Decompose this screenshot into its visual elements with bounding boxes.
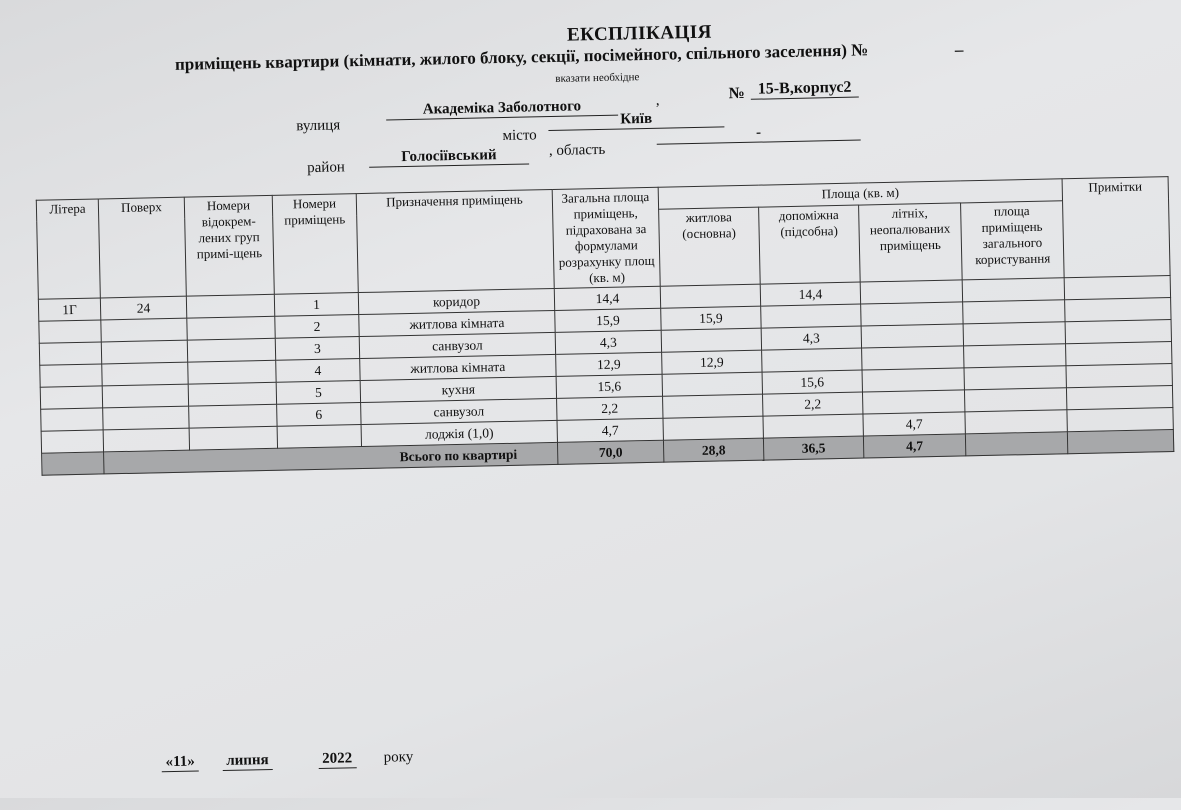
header-rooms: Номери приміщень <box>272 194 358 295</box>
cell-total: 12,9 <box>556 352 662 376</box>
cell-floor <box>102 362 188 386</box>
cell-aux: 15,6 <box>762 370 862 394</box>
date-year: 2022 <box>318 750 356 769</box>
cell-living: 12,9 <box>662 350 762 374</box>
cell-floor <box>101 318 187 342</box>
cell-num: 4 <box>276 359 360 383</box>
cell-litera <box>41 430 103 453</box>
number-label: № <box>728 84 745 103</box>
cell-total: 2,2 <box>557 396 663 420</box>
cell-total: 15,6 <box>556 374 662 398</box>
cell-aux: 4,3 <box>761 326 861 350</box>
cell-group <box>189 426 277 450</box>
cell-total: 14,4 <box>554 286 660 310</box>
cell-notes <box>1065 320 1171 344</box>
cell-living: 15,9 <box>661 306 761 330</box>
cell-common <box>964 366 1066 390</box>
cell-living <box>662 372 762 396</box>
number-value: 15-В,корпус2 <box>750 79 858 100</box>
cell-notes <box>1064 276 1170 300</box>
cell-common <box>963 322 1065 346</box>
explication-table <box>36 176 1175 476</box>
cell-num: 1 <box>274 293 358 317</box>
cell-notes <box>1066 342 1172 366</box>
district-label: район <box>307 159 346 177</box>
header-litera: Літера <box>36 199 100 299</box>
cell-living <box>663 416 763 440</box>
date-day: «11» <box>161 754 199 773</box>
total-living: 28,8 <box>663 438 763 462</box>
oblast-value: - <box>656 123 860 145</box>
document-subtitle: приміщень квартири (кімнати, жилого блоку, секції, посімейного, спільного заселення) № <box>174 40 869 74</box>
cell-floor <box>101 340 187 364</box>
date-suffix: року <box>383 749 414 766</box>
cell-num: 2 <box>275 315 359 339</box>
cell-aux <box>761 304 861 328</box>
cell-group <box>187 338 275 362</box>
cell-floor <box>103 428 189 452</box>
cell-common <box>964 344 1066 368</box>
cell-common <box>962 278 1064 302</box>
cell-purpose: санвузол <box>359 332 555 358</box>
hint-text: вказати необхідне <box>555 71 640 85</box>
cell-purpose: житлова кімната <box>359 310 555 336</box>
cell-notes <box>1066 364 1172 388</box>
cell-common <box>964 388 1066 412</box>
cell-summer <box>861 324 963 348</box>
cell-aux <box>762 348 862 372</box>
cell-group <box>186 294 274 318</box>
cell-litera <box>39 320 101 343</box>
cell-purpose: кухня <box>360 376 556 402</box>
city-value: Київ <box>548 109 724 131</box>
header-notes: Примітки <box>1062 177 1170 278</box>
cell-group <box>188 382 276 406</box>
cell-group <box>188 360 276 384</box>
cell-summer <box>862 368 964 392</box>
date-month: липня <box>222 752 273 771</box>
cell-aux: 2,2 <box>763 392 863 416</box>
cell-purpose: коридор <box>358 288 554 314</box>
cell-summer <box>862 390 964 414</box>
cell-group <box>189 404 277 428</box>
cell-aux: 14,4 <box>760 282 860 306</box>
header-common: площа приміщень загального користування <box>961 201 1065 280</box>
cell-purpose: лоджія (1,0) <box>361 420 557 446</box>
total-aux: 36,5 <box>763 436 863 460</box>
cell-litera <box>40 386 102 409</box>
cell-common <box>965 410 1067 434</box>
cell-floor <box>102 384 188 408</box>
street-value: Академіка Заболотного <box>386 98 618 121</box>
header-groups: Номери відокрем-лених груп примі-щень <box>184 195 274 296</box>
cell-notes <box>1065 298 1171 322</box>
cell-summer <box>861 302 963 326</box>
total-notes <box>1067 430 1173 454</box>
header-summer: літніх, неопалюваних приміщень <box>859 203 963 282</box>
district-value: Голосіївський <box>369 146 529 167</box>
total-common <box>965 432 1067 456</box>
header-area-group: Площа (кв. м) <box>658 179 1062 209</box>
cell-num: 3 <box>275 337 359 361</box>
cell-num <box>277 425 361 449</box>
header-living: житлова (основна) <box>659 207 761 286</box>
cell-purpose: житлова кімната <box>360 354 556 380</box>
cell-summer <box>860 280 962 304</box>
cell-num: 6 <box>277 403 361 427</box>
header-total-area: Загальна площа приміщень, підрахована за формулами розрахунку площ (кв. м) <box>552 187 660 288</box>
cell-litera <box>39 342 101 365</box>
cell-summer <box>862 346 964 370</box>
header-purpose: Призначення приміщень <box>356 189 554 292</box>
city-label: місто <box>502 127 537 145</box>
cell-floor <box>103 406 189 430</box>
cell-notes <box>1067 408 1173 432</box>
header-floor: Поверх <box>98 197 186 298</box>
cell-living <box>661 328 761 352</box>
cell-living <box>660 284 760 308</box>
cell-total: 15,9 <box>555 308 661 332</box>
date-line <box>161 749 413 772</box>
cell-aux <box>763 414 863 438</box>
cell-num: 5 <box>276 381 360 405</box>
total-summer: 4,7 <box>863 434 965 458</box>
cell-summer: 4,7 <box>863 412 965 436</box>
cell-litera <box>41 408 103 431</box>
cell-floor: 24 <box>100 296 186 320</box>
cell-group <box>187 316 275 340</box>
total-label: Всього по квартирі <box>104 442 558 474</box>
subtitle-number: _ <box>954 34 964 54</box>
street-label: вулиця <box>296 117 341 135</box>
cell-common <box>963 300 1065 324</box>
total-blank-cell <box>42 452 104 475</box>
cell-purpose: санвузол <box>361 398 557 424</box>
total-area: 70,0 <box>557 440 663 464</box>
document-title: ЕКСПЛІКАЦІЯ <box>566 21 713 46</box>
header-auxiliary: допоміжна (підсобна) <box>759 205 861 284</box>
cell-total: 4,3 <box>555 330 661 354</box>
cell-litera: 1Г <box>38 298 100 321</box>
cell-living <box>663 394 763 418</box>
cell-litera <box>40 364 102 387</box>
street-comma: , <box>655 92 660 109</box>
cell-notes <box>1066 386 1172 410</box>
cell-total: 4,7 <box>557 418 663 442</box>
oblast-label: , область <box>548 141 606 160</box>
